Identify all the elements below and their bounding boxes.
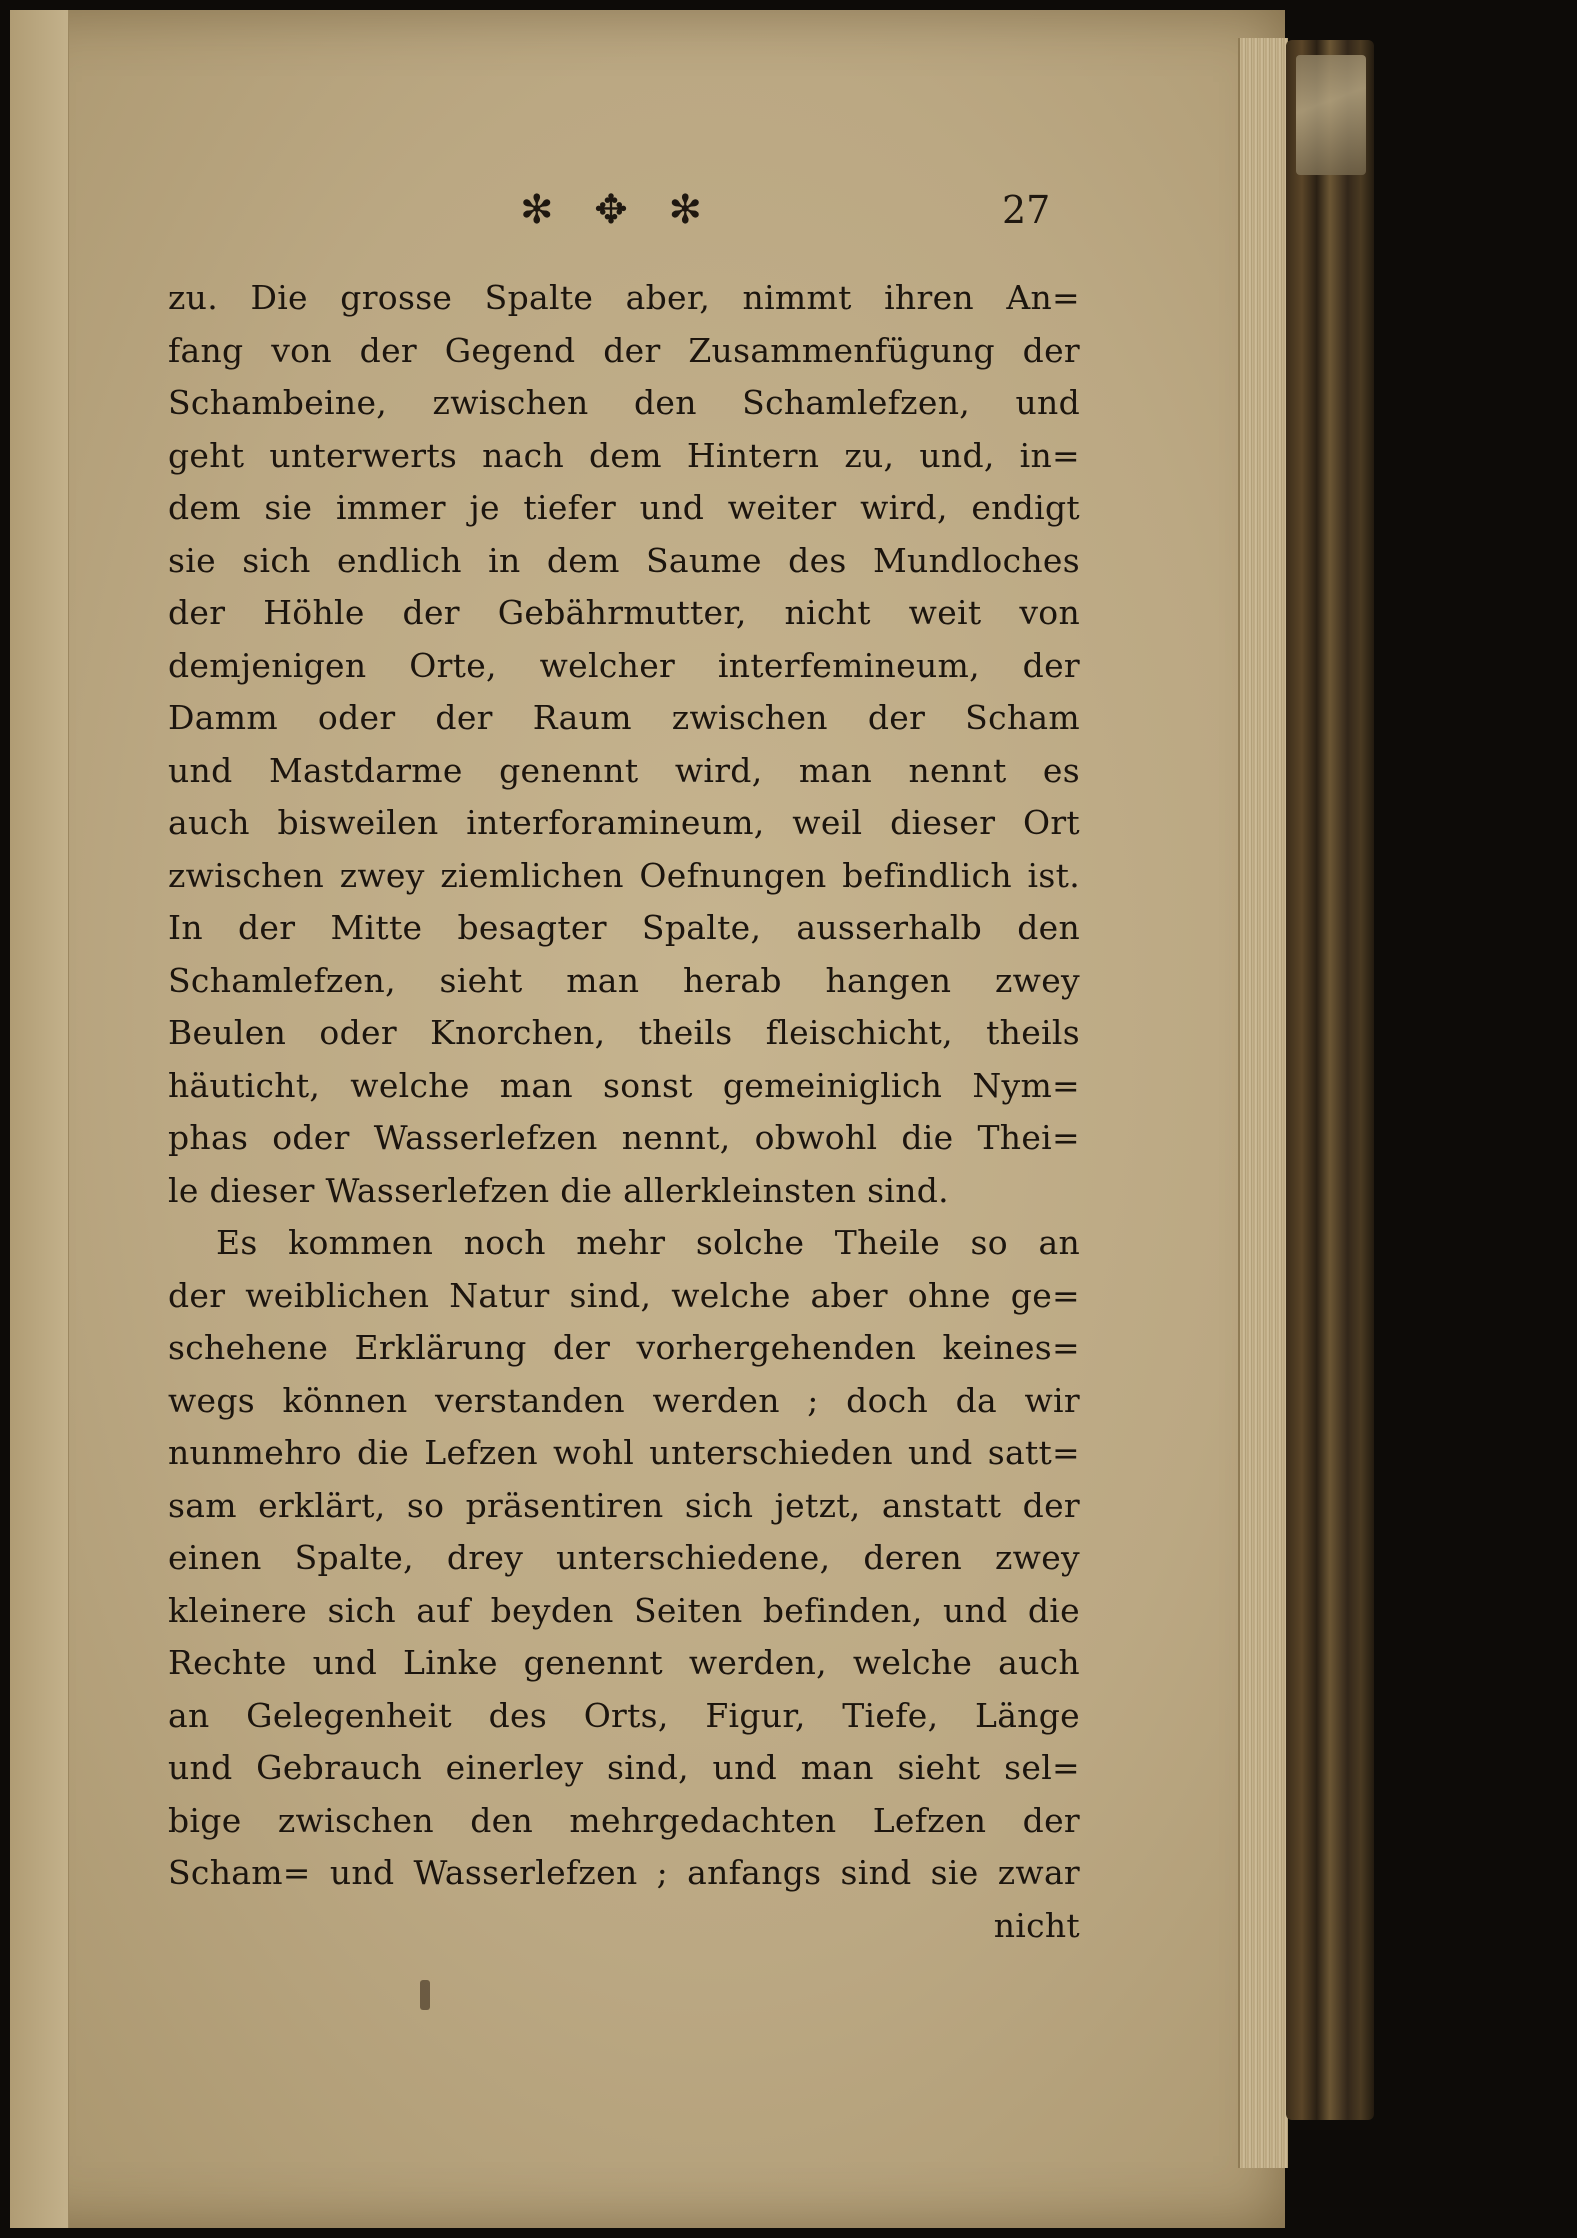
text-line: sam erklärt, so präsentiren sich jetzt, anstatt der (168, 1485, 1080, 1525)
text-line: dem sie immer je tiefer und weiter wird, endigt (168, 488, 1080, 527)
text-line: Schambeine, zwischen den Schamlefzen, und (168, 383, 1080, 422)
text-line: phas oder Wasserlefzen nennt, obwohl die Thei= (168, 1118, 1080, 1157)
ornament-icon: ✻ ✥ ✻ (520, 187, 716, 233)
text-line: der weiblichen Natur sind, welche aber ohne ge= (168, 1275, 1080, 1315)
text-line: an Gelegenheit des Orts, Figur, Tiefe, Länge (168, 1695, 1080, 1735)
text-line: geht unterwerts nach dem Hintern zu, und, in= (168, 435, 1080, 475)
text-line: und Mastdarme genennt wird, man nennt es (168, 750, 1080, 790)
text-line: Beulen oder Knorchen, theils fleischicht, theils (168, 1013, 1080, 1052)
cover-corner (1296, 55, 1366, 175)
text-line: Rechte und Linke genennt werden, welche auch (168, 1643, 1080, 1682)
text-line: zu. Die grosse Spalte aber, nimmt ihren An= (168, 278, 1080, 317)
text-line: sie sich endlich in dem Saume des Mundloches (168, 540, 1080, 580)
catchword: nicht (993, 1905, 1080, 1945)
text-line: schehene Erklärung der vorhergehenden keines= (168, 1328, 1080, 1367)
text-line: le dieser Wasserlefzen die allerkleinsten sind. (168, 1170, 949, 1210)
page-edges (1238, 38, 1288, 2168)
text-line: demjenigen Orte, welcher interfemineum, der (168, 645, 1080, 685)
book-cover-edge (1286, 40, 1374, 2120)
text-line: nunmehro die Lefzen wohl unterschieden und satt= (168, 1433, 1080, 1472)
page-number: 27 (1002, 188, 1051, 232)
text-line: Es kommen noch mehr solche Theile so an (216, 1223, 1080, 1262)
text-line: zwischen zwey ziemlichen Oefnungen befindlich ist. (168, 855, 1080, 895)
ink-mark (420, 1980, 430, 2010)
text-line: fang von der Gegend der Zusammenfügung der (168, 330, 1080, 370)
text-line: Scham= und Wasserlefzen ; anfangs sind sie zwar (168, 1853, 1080, 1892)
text-line: kleinere sich auf beyden Seiten befinden, und die (168, 1590, 1080, 1630)
body-text (168, 272, 1080, 1952)
text-line: der Höhle der Gebährmutter, nicht weit von (168, 593, 1080, 632)
text-line: In der Mitte besagter Spalte, ausserhalb den (168, 908, 1080, 947)
text-line: Schamlefzen, sieht man herab hangen zwey (168, 960, 1080, 1000)
page-gutter (10, 10, 69, 2228)
text-line: und Gebrauch einerley sind, und man sieht sel= (168, 1748, 1080, 1787)
text-line: auch bisweilen interforamineum, weil dieser Ort (168, 803, 1080, 842)
text-line: bige zwischen den mehrgedachten Lefzen der (168, 1800, 1080, 1840)
text-line: einen Spalte, drey unterschiedene, deren zwey (168, 1538, 1080, 1577)
page-header (170, 180, 1070, 250)
text-line: häuticht, welche man sonst gemeiniglich Nym= (168, 1065, 1080, 1105)
text-line: Damm oder der Raum zwischen der Scham (168, 698, 1080, 737)
text-line: wegs können verstanden werden ; doch da wir (168, 1380, 1080, 1420)
